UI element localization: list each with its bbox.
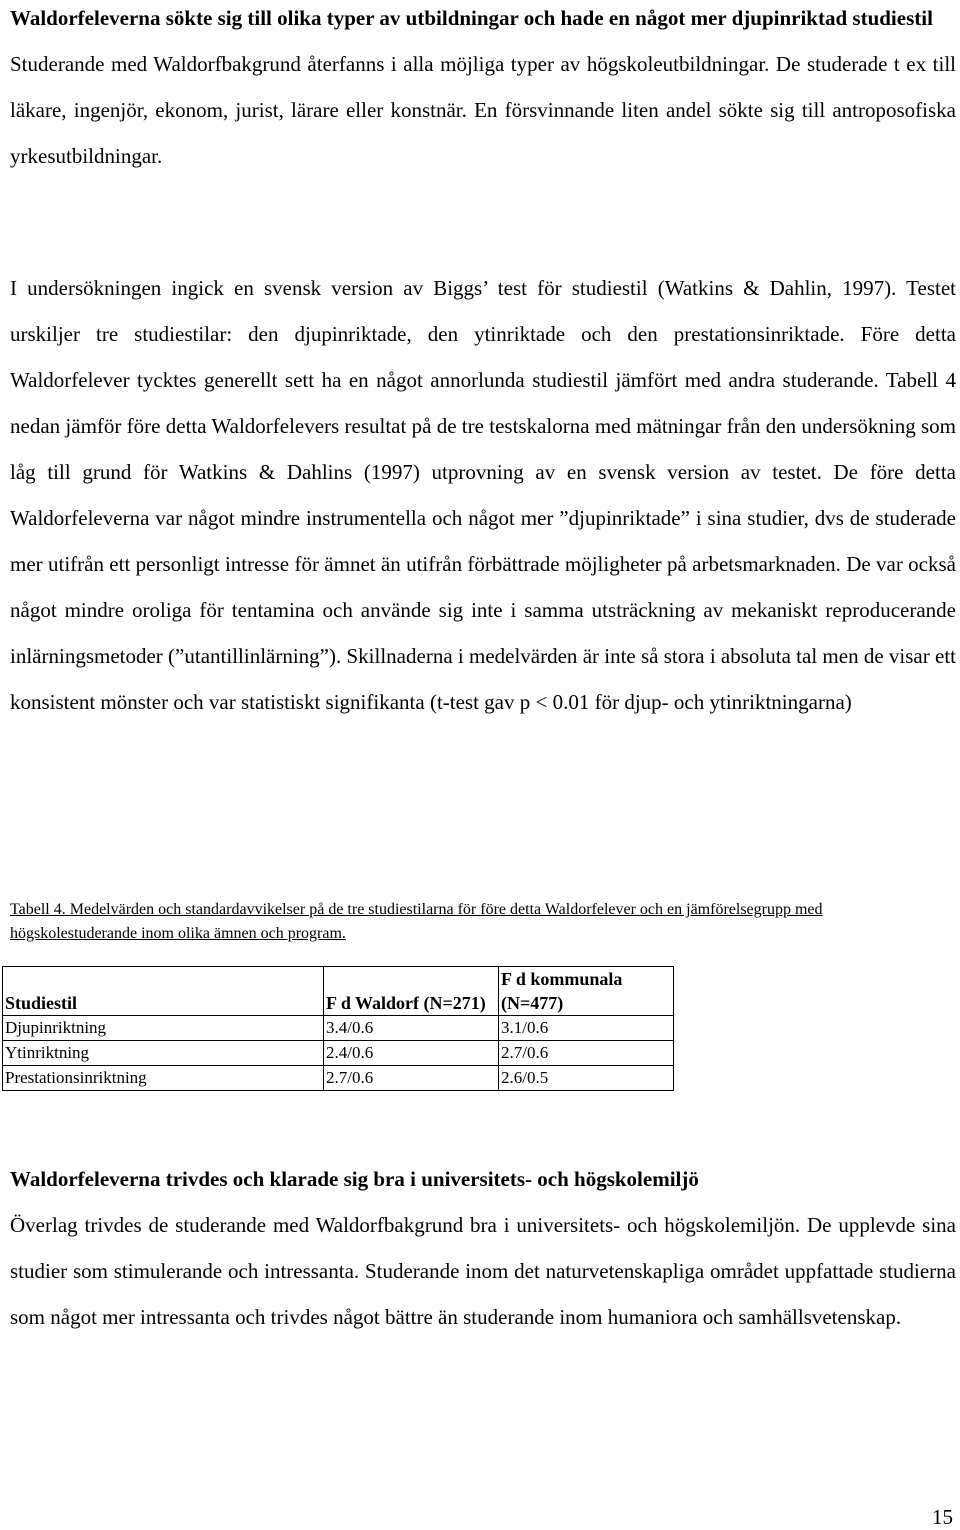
table-cell: Djupinriktning xyxy=(3,1016,324,1041)
section-paragraph: Studerande med Waldorfbakgrund återfanns i alla möjliga typer av högskoleutbildningar. De studerade t ex till läkare, ingenjör, ekonom, jurist, lärare eller konstnär. En försvinnande liten andel sökte sig till antroposofiska yrkesutbildningar. xyxy=(10,52,956,168)
section-heading: Waldorfeleverna trivdes och klarade sig bra i universitets- och högskolemiljö xyxy=(10,1167,699,1191)
table-cell: 2.7/0.6 xyxy=(499,1041,674,1066)
table-caption: Tabell 4. Medelvärden och standardavvikelser på de tre studiestilarna för före detta Waldorfelever och en jämförelsegrupp med högskolestuderande inom olika ämnen och program. xyxy=(10,901,823,942)
table-row xyxy=(3,1041,674,1066)
table-cell: Ytinriktning xyxy=(3,1041,324,1066)
page-number: 15 xyxy=(932,1505,953,1529)
table-cell: 2.6/0.5 xyxy=(499,1066,674,1091)
table-cell: 2.7/0.6 xyxy=(324,1066,499,1091)
section-paragraph: I undersökningen ingick en svensk version av Biggs’ test för studiestil (Watkins & Dahlin, 1997). Testet urskiljer tre studiestilar: den djupinriktade, den ytinriktade och den prestationsinriktade. Före detta Waldorfelever tycktes generellt sett ha en något annorlunda studiestil jämfört med andra studerande. Tabell 4 nedan jämför före detta Waldorfelevers resultat på de tre testskalorna med mätningar från den undersökning som låg till grund för Watkins & Dahlins (1997) utprovning av en svensk version av testet. De före detta Waldorfeleverna var något mindre instrumentella och något mer ”djupinriktade” i sina studier, dvs de studerade mer utifrån ett personligt intresse för ämnet än utifrån förbättrade möjligheter på arbetsmarknaden. De var också något mindre oroliga för tentamina och använde sig inte i samma utsträckning av mekaniskt reproducerande inlärningsmetoder (”utantillinlärning”). Skillnaderna i medelvärden är inte så stora i absoluta tal men de visar ett konsistent mönster och var statistiskt signifikanta (t-test gav p < 0.01 för djup- och ytinriktningarna) xyxy=(10,276,956,714)
table-header-cell: F d Waldorf (N=271) xyxy=(324,967,499,1016)
table-cell: 3.4/0.6 xyxy=(324,1016,499,1041)
results-table xyxy=(2,966,674,1091)
table-cell: 2.4/0.6 xyxy=(324,1041,499,1066)
table-header-cell: F d kommunala (N=477) xyxy=(499,967,674,1016)
section-heading: Waldorfeleverna sökte sig till olika typer av utbildningar och hade en något mer djupinriktad studiestil xyxy=(10,6,933,30)
table-cell: 3.1/0.6 xyxy=(499,1016,674,1041)
table-header-cell: Studiestil xyxy=(3,967,324,1016)
table-header-row xyxy=(3,967,674,1016)
table-row xyxy=(3,1016,674,1041)
table-cell: Prestationsinriktning xyxy=(3,1066,324,1091)
section-paragraph: Överlag trivdes de studerande med Waldorfbakgrund bra i universitets- och högskolemiljön. De upplevde sina studier som stimulerande och intressanta. Studerande inom det naturvetenskapliga området uppfattade studierna som något mer intressanta och trivdes något bättre än studerande inom humaniora och samhällsvetenskap. xyxy=(10,1213,956,1329)
table-row xyxy=(3,1066,674,1091)
section-study-choice xyxy=(10,0,956,179)
section-wellbeing xyxy=(10,1156,956,1340)
section-study-style xyxy=(10,265,956,725)
